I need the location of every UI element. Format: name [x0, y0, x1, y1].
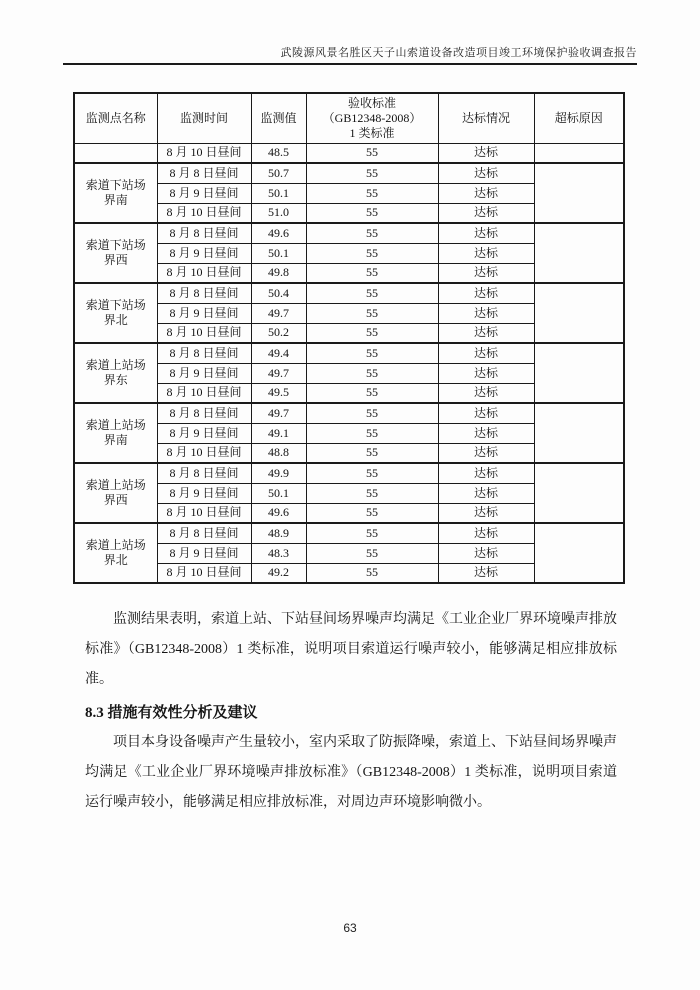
point-name-line-2: 界北	[103, 553, 128, 567]
standard-cell: 55	[306, 183, 438, 203]
monitoring-point-cell	[74, 163, 157, 223]
point-name-line-2: 界南	[103, 193, 128, 207]
monitoring-point-cell	[74, 463, 157, 523]
standard-cell: 55	[306, 483, 438, 503]
monitoring-point-cell	[74, 283, 157, 343]
value-cell: 48.9	[251, 523, 306, 543]
time-cell: 8 月 8 日昼间	[157, 283, 251, 303]
standard-line-3: 1 类标准	[349, 125, 395, 140]
status-cell: 达标	[438, 403, 534, 423]
table-row	[74, 163, 624, 183]
standard-cell: 55	[306, 543, 438, 563]
section-heading-8-3: 8.3 措施有效性分析及建议	[85, 705, 258, 721]
table-row	[74, 523, 624, 543]
point-name-line-1: 索道上站场	[85, 538, 146, 552]
point-name-line-1: 索道下站场	[85, 238, 146, 252]
time-cell: 8 月 8 日昼间	[157, 403, 251, 423]
standard-line-1: 验收标准	[347, 95, 396, 110]
time-cell: 8 月 8 日昼间	[157, 523, 251, 543]
standard-cell: 55	[306, 383, 438, 403]
standard-cell: 55	[306, 563, 438, 583]
standard-cell: 55	[306, 323, 438, 343]
value-cell: 50.2	[251, 323, 306, 343]
time-cell: 8 月 10 日昼间	[157, 443, 251, 463]
measures-paragraph: 项目本身设备噪声产生量较小，室内采取了防振降噪，索道上、下站昼间场界噪声均满足《工业企业厂界环境噪声排放标准》（GB12348-2008）1 类标准，说明项目索道运行噪声较小，能够满足相应排放标准，对周边声环境影响微小。	[85, 735, 617, 810]
table-row	[74, 343, 624, 363]
point-name-line-1: 索道下站场	[85, 178, 146, 192]
time-cell: 8 月 9 日昼间	[157, 543, 251, 563]
col-monitoring-point: 监测点名称	[74, 93, 157, 143]
status-cell: 达标	[438, 183, 534, 203]
status-cell: 达标	[438, 483, 534, 503]
standard-cell: 55	[306, 223, 438, 243]
time-cell: 8 月 9 日昼间	[157, 303, 251, 323]
point-name-line-2: 界南	[103, 433, 128, 447]
table-row	[74, 463, 624, 483]
point-name-line-2: 界西	[103, 493, 128, 507]
value-cell: 49.6	[251, 223, 306, 243]
noise-monitoring-table	[73, 92, 625, 584]
standard-line-2: （GB12348-2008）	[322, 110, 422, 125]
time-cell: 8 月 8 日昼间	[157, 223, 251, 243]
time-cell: 8 月 10 日昼间	[157, 323, 251, 343]
table-row	[74, 283, 624, 303]
value-cell: 48.8	[251, 443, 306, 463]
value-cell: 50.1	[251, 483, 306, 503]
standard-cell: 55	[306, 363, 438, 383]
reason-cell	[534, 403, 624, 463]
status-cell: 达标	[438, 563, 534, 583]
point-name-line-2: 界东	[103, 373, 128, 387]
time-cell: 8 月 8 日昼间	[157, 163, 251, 183]
status-cell: 达标	[438, 443, 534, 463]
value-cell: 50.1	[251, 183, 306, 203]
time-cell: 8 月 10 日昼间	[157, 203, 251, 223]
status-cell: 达标	[438, 543, 534, 563]
status-cell: 达标	[438, 343, 534, 363]
value-cell: 49.8	[251, 263, 306, 283]
value-cell: 50.1	[251, 243, 306, 263]
status-cell: 达标	[438, 463, 534, 483]
time-cell: 8 月 8 日昼间	[157, 463, 251, 483]
value-cell: 49.6	[251, 503, 306, 523]
status-cell: 达标	[438, 163, 534, 183]
standard-cell: 55	[306, 303, 438, 323]
monitoring-point-cell	[74, 523, 157, 583]
table-row	[74, 223, 624, 243]
time-cell: 8 月 10 日昼间	[157, 563, 251, 583]
value-cell: 49.9	[251, 463, 306, 483]
status-cell: 达标	[438, 423, 534, 443]
value-cell: 49.7	[251, 363, 306, 383]
value-cell: 49.2	[251, 563, 306, 583]
status-cell: 达标	[438, 203, 534, 223]
col-compliance-status: 达标情况	[438, 93, 534, 143]
table-row	[74, 143, 624, 163]
time-cell: 8 月 10 日昼间	[157, 143, 251, 163]
value-cell: 49.7	[251, 303, 306, 323]
point-name-line-1: 索道上站场	[85, 478, 146, 492]
standard-cell: 55	[306, 263, 438, 283]
col-acceptance-standard	[306, 93, 438, 143]
monitoring-point-cell	[74, 343, 157, 403]
standard-cell: 55	[306, 203, 438, 223]
status-cell: 达标	[438, 223, 534, 243]
time-cell: 8 月 9 日昼间	[157, 423, 251, 443]
status-cell: 达标	[438, 143, 534, 163]
monitoring-point-cell	[74, 223, 157, 283]
value-cell: 50.7	[251, 163, 306, 183]
reason-cell	[534, 283, 624, 343]
status-cell: 达标	[438, 523, 534, 543]
page-number: 63	[343, 921, 357, 935]
value-cell: 50.4	[251, 283, 306, 303]
status-cell: 达标	[438, 263, 534, 283]
time-cell: 8 月 10 日昼间	[157, 503, 251, 523]
standard-cell: 55	[306, 243, 438, 263]
time-cell: 8 月 10 日昼间	[157, 263, 251, 283]
monitoring-point-cell	[74, 403, 157, 463]
status-cell: 达标	[438, 243, 534, 263]
standard-cell: 55	[306, 343, 438, 363]
running-header: 武陵源风景名胜区天子山索道设备改造项目竣工环境保护验收调查报告	[63, 0, 637, 65]
reason-cell	[534, 163, 624, 223]
table-row	[74, 403, 624, 423]
standard-cell: 55	[306, 403, 438, 423]
reason-cell	[534, 463, 624, 523]
time-cell: 8 月 9 日昼间	[157, 363, 251, 383]
status-cell: 达标	[438, 503, 534, 523]
reason-cell	[534, 343, 624, 403]
monitoring-point-cell	[74, 143, 157, 163]
status-cell: 达标	[438, 283, 534, 303]
time-cell: 8 月 9 日昼间	[157, 483, 251, 503]
table-header-row	[74, 93, 624, 143]
time-cell: 8 月 9 日昼间	[157, 243, 251, 263]
status-cell: 达标	[438, 323, 534, 343]
point-name-line-2: 界北	[103, 313, 128, 327]
point-name-line-1: 索道上站场	[85, 358, 146, 372]
time-cell: 8 月 9 日昼间	[157, 183, 251, 203]
col-exceedance-reason: 超标原因	[534, 93, 624, 143]
results-paragraph: 监测结果表明，索道上站、下站昼间场界噪声均满足《工业企业厂界环境噪声排放标准》（GB12348-2008）1 类标准，说明项目索道运行噪声较小，能够满足相应排放标准。	[85, 612, 617, 687]
col-monitoring-value: 监测值	[251, 93, 306, 143]
value-cell: 51.0	[251, 203, 306, 223]
point-name-line-2: 界西	[103, 253, 128, 267]
standard-cell: 55	[306, 423, 438, 443]
value-cell: 49.5	[251, 383, 306, 403]
status-cell: 达标	[438, 363, 534, 383]
reason-cell	[534, 523, 624, 583]
standard-cell: 55	[306, 283, 438, 303]
value-cell: 49.7	[251, 403, 306, 423]
standard-cell: 55	[306, 163, 438, 183]
col-monitoring-time: 监测时间	[157, 93, 251, 143]
standard-cell: 55	[306, 443, 438, 463]
value-cell: 49.4	[251, 343, 306, 363]
time-cell: 8 月 10 日昼间	[157, 383, 251, 403]
standard-cell: 55	[306, 463, 438, 483]
point-name-line-1: 索道上站场	[85, 418, 146, 432]
status-cell: 达标	[438, 383, 534, 403]
standard-cell: 55	[306, 503, 438, 523]
value-cell: 48.3	[251, 543, 306, 563]
reason-cell	[534, 223, 624, 283]
body-text-block	[85, 605, 617, 818]
standard-cell: 55	[306, 523, 438, 543]
standard-cell: 55	[306, 143, 438, 163]
reason-cell	[534, 143, 624, 163]
time-cell: 8 月 8 日昼间	[157, 343, 251, 363]
value-cell: 48.5	[251, 143, 306, 163]
status-cell: 达标	[438, 303, 534, 323]
value-cell: 49.1	[251, 423, 306, 443]
point-name-line-1: 索道下站场	[85, 298, 146, 312]
